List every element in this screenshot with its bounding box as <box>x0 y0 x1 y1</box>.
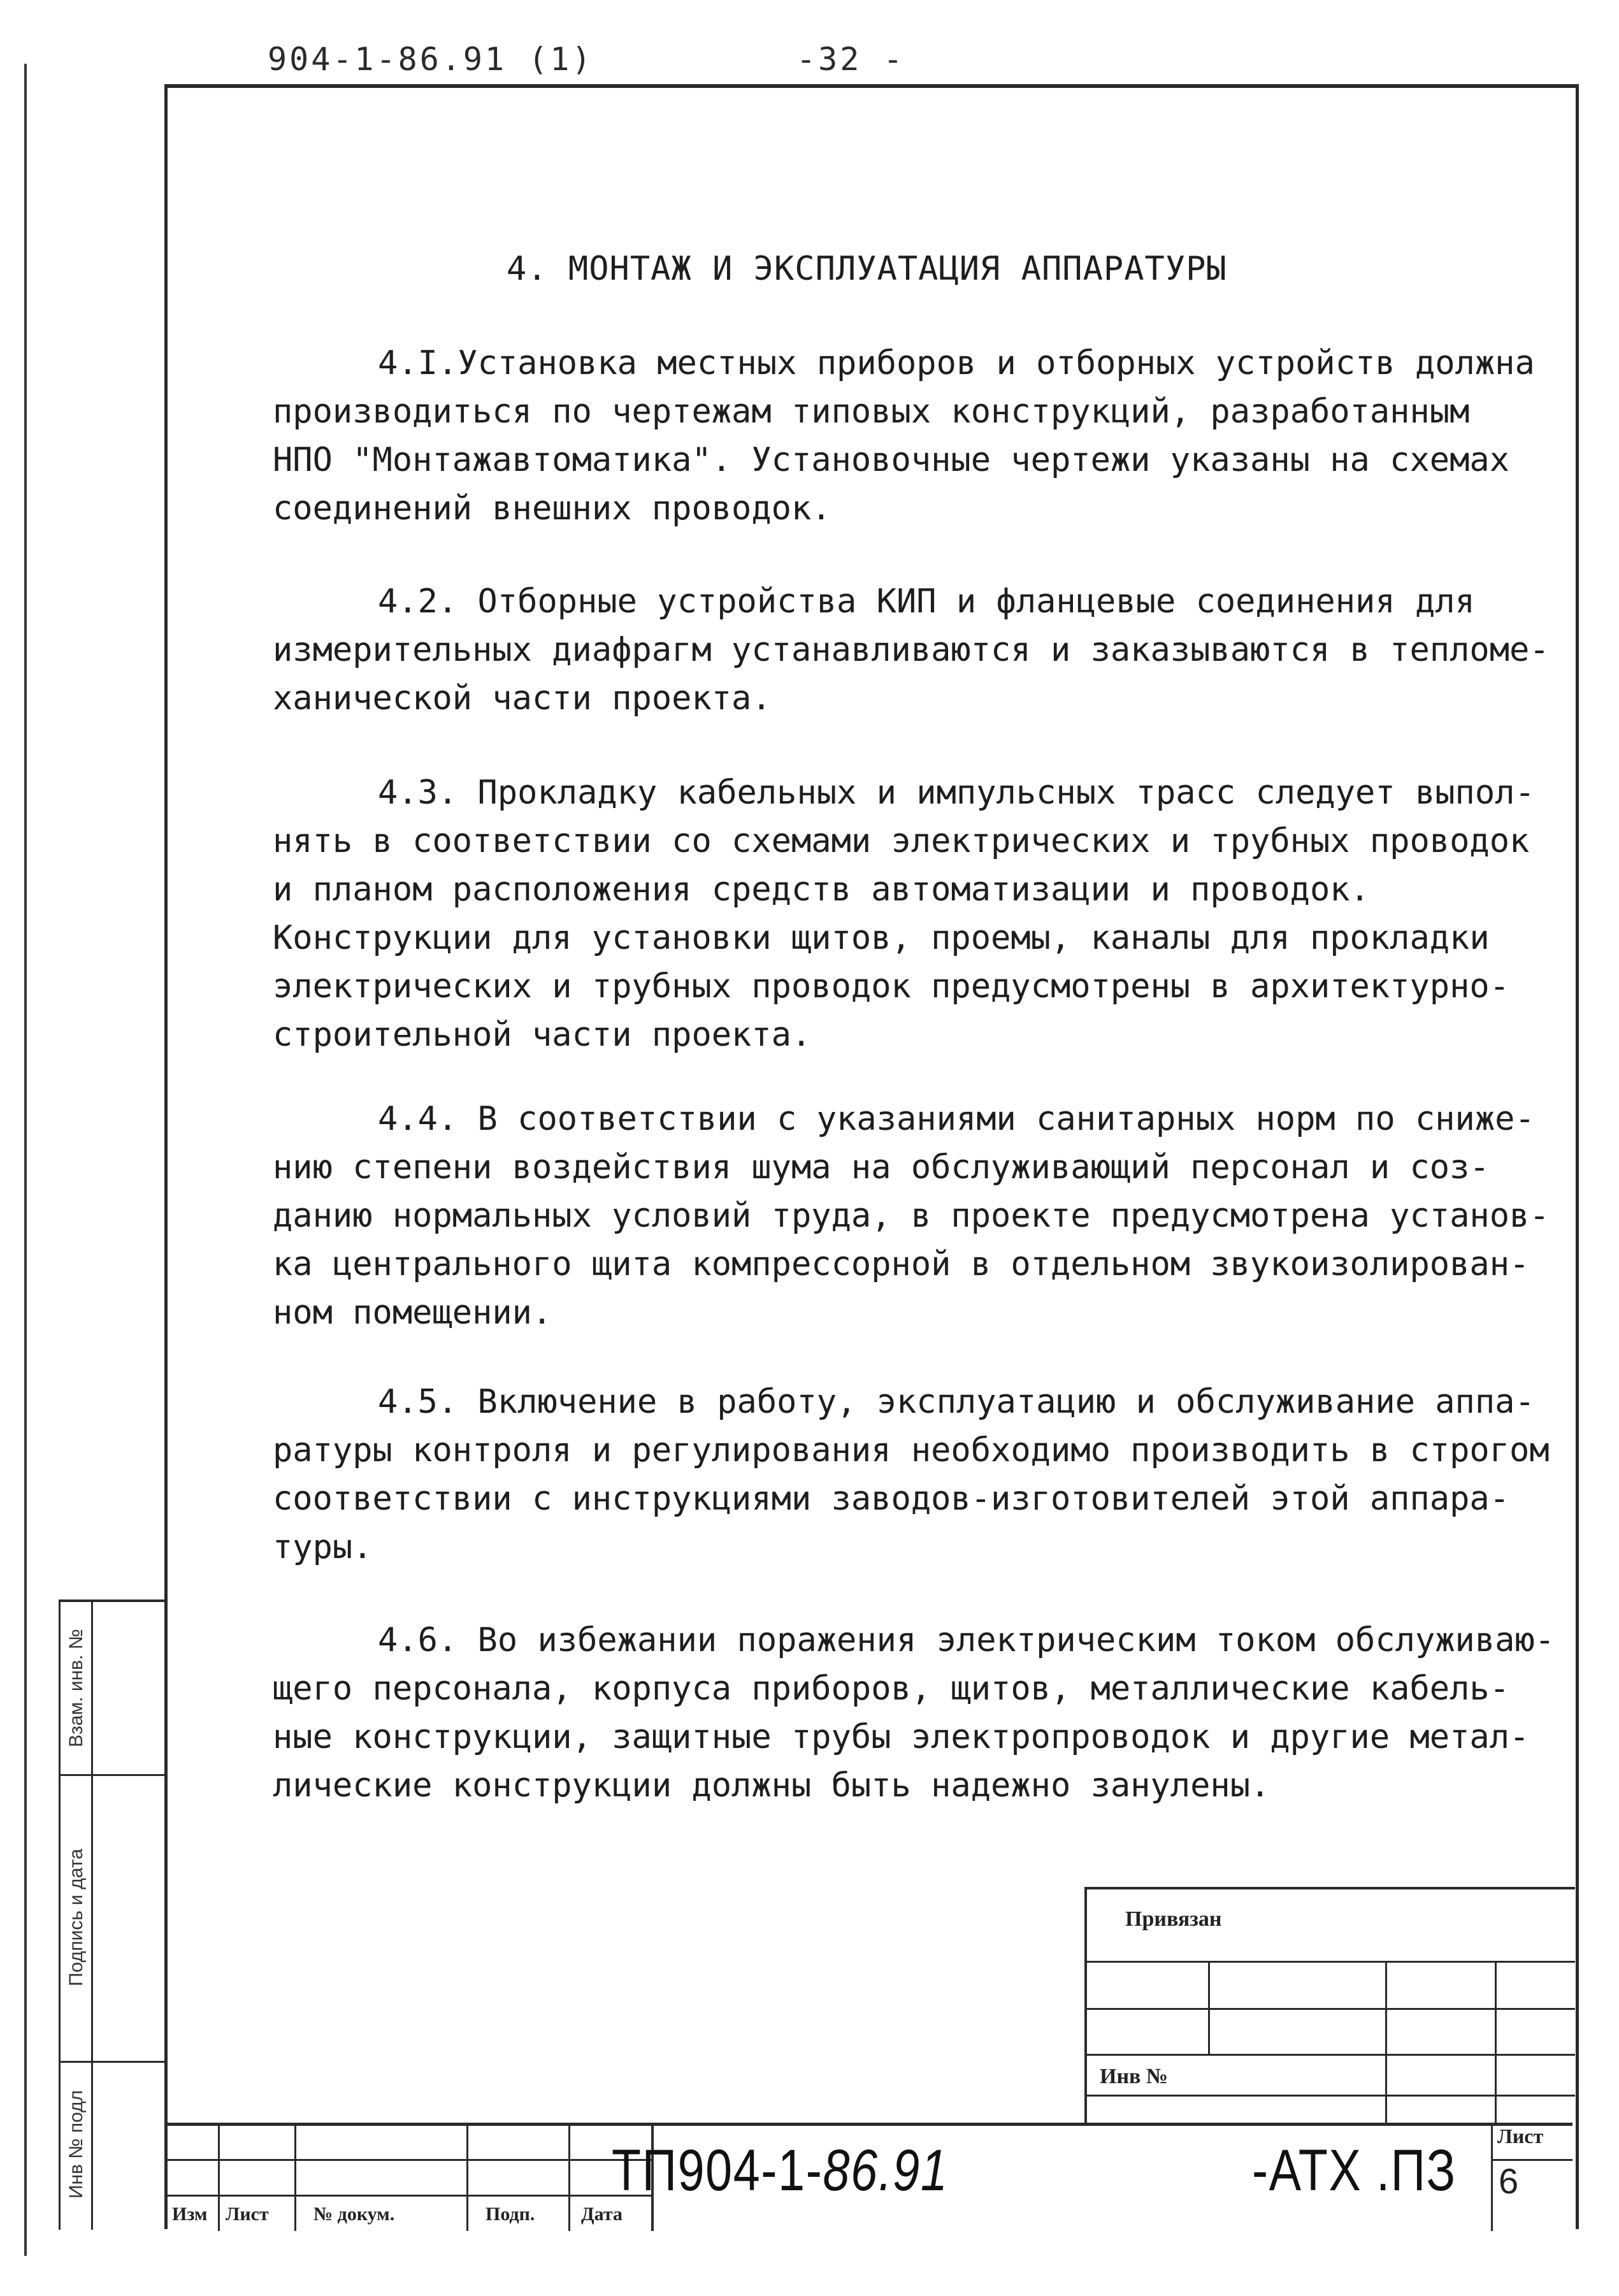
text-line: соединений внешних проводок. <box>273 489 831 528</box>
stamp-col-rule <box>1385 1961 1387 2125</box>
text-line: ка центрального щита компрессорной в отдельном звукоизолирован- <box>273 1245 1530 1283</box>
tb-col-rule <box>1491 2126 1493 2231</box>
page-number-mark: -32 - <box>796 41 905 78</box>
text-line: производиться по чертежам типовых конструкций, разработанным <box>273 393 1470 431</box>
col-list: Лист <box>226 2204 269 2225</box>
text-line: соответствии с инструкциями заводов-изготовителей этой аппара- <box>273 1480 1510 1518</box>
paragraph-4-1 <box>273 339 1535 533</box>
stamp-rule <box>1087 2008 1575 2010</box>
tb-col-rule <box>466 2126 468 2231</box>
stamp-rule <box>1087 1961 1575 1963</box>
stamp-col-rule <box>1495 1961 1497 2125</box>
document-code: ТП904-1-86.91 <box>612 2138 949 2203</box>
sheet-label: Лист <box>1497 2125 1544 2148</box>
text-line: туры. <box>273 1528 373 1566</box>
col-data: Дата <box>581 2204 622 2225</box>
text-line: 4.6. Во избежании поражения электрическим током обслуживаю- <box>378 1621 1555 1659</box>
text-line: ные конструкции, защитные трубы электропроводок и другие метал- <box>273 1718 1530 1756</box>
document-reference: 904-1-86.91 (1) <box>268 41 594 78</box>
text-line: ратуры контроля и регулирования необходимо производить в строгом <box>273 1431 1550 1469</box>
text-line: НПО "Монтажавтоматика". Установочные чертежи указаны на схемах <box>273 441 1510 479</box>
section-title: 4. МОНТАЖ И ЭКСПЛУАТАЦИЯ АППАРАТУРЫ <box>507 250 1227 288</box>
stamp-col-rule <box>1208 1961 1210 2055</box>
paragraph-4-5 <box>273 1378 1550 1571</box>
text-line: 4.5. Включение в работу, эксплуатацию и обслуживание аппа- <box>378 1383 1535 1421</box>
paragraph-4-3 <box>273 769 1535 1059</box>
binding-stamp <box>1084 1887 1575 2125</box>
stamp-cell-inv-podl <box>61 2061 168 2228</box>
tb-col-rule <box>218 2126 220 2231</box>
page-binding-line <box>24 64 27 2256</box>
stamp-rule <box>1087 2054 1575 2056</box>
paragraph-4-4 <box>273 1095 1550 1337</box>
text-line: 4.2. Отборные устройства КИП и фланцевые соединения для <box>378 582 1475 621</box>
privyazan-label: Привязан <box>1125 1907 1222 1931</box>
col-izm: Изм <box>172 2204 208 2225</box>
sheet-number: 6 <box>1499 2161 1519 2201</box>
text-line: и планом расположения средств автоматизации и проводок. <box>273 870 1370 909</box>
margin-stamp <box>59 1599 168 2230</box>
text-line: электрических и трубных проводок предусмотрены в архитектурно- <box>273 967 1510 1006</box>
tb-row-rule <box>167 2195 651 2197</box>
stamp-rule <box>1087 2095 1575 2097</box>
text-line: измерительных диафрагм устанавливаются и заказываются в тепломе- <box>273 631 1550 669</box>
podpis-data-label: Подпись и дата <box>66 1849 87 1986</box>
text-line: 4.4. В соответствии с указаниями санитарных норм по сниже- <box>378 1100 1535 1138</box>
tb-row-rule <box>167 2159 651 2161</box>
text-line: щего персонала, корпуса приборов, щитов, металлические кабель- <box>273 1670 1510 1708</box>
vzam-inv-label: Взам. инв. № <box>66 1629 87 1747</box>
inv-podl-label: Инв № подл <box>66 2090 87 2199</box>
text-line: ханической части проекта. <box>273 679 772 718</box>
stamp-cell-vzam <box>61 1602 168 1776</box>
col-podp: Подп. <box>486 2204 535 2225</box>
text-line: ном помещении. <box>273 1294 552 1332</box>
document-section-code: -АТХ .ПЗ <box>1252 2138 1457 2203</box>
stamp-cell-podpis <box>61 1774 168 2063</box>
text-line: нять в соответствии со схемами электрических и трубных проводок <box>273 822 1530 860</box>
tb-col-rule <box>294 2126 296 2231</box>
inv-no-label: Инв № <box>1100 2065 1169 2088</box>
text-line: нию степени воздействия шума на обслуживающий персонал и соз- <box>273 1148 1490 1187</box>
text-line: 4.3. Прокладку кабельных и импульсных трасс следует выпол- <box>378 774 1535 812</box>
paragraph-4-2 <box>273 577 1550 723</box>
text-line: Конструкции для установки щитов, проемы, каналы для прокладки <box>273 919 1490 957</box>
text-line: данию нормальных условий труда, в проекте предусмотрена установ- <box>273 1197 1550 1235</box>
text-line: 4.I.Установка местных приборов и отборных устройств должна <box>378 344 1535 382</box>
tb-col-rule <box>568 2126 570 2231</box>
text-line: лические конструкции должны быть надежно занулены. <box>273 1766 1270 1805</box>
paragraph-4-6 <box>273 1616 1555 1810</box>
col-doc-no: № докум. <box>313 2204 395 2225</box>
text-line: строительной части проекта. <box>273 1016 812 1054</box>
